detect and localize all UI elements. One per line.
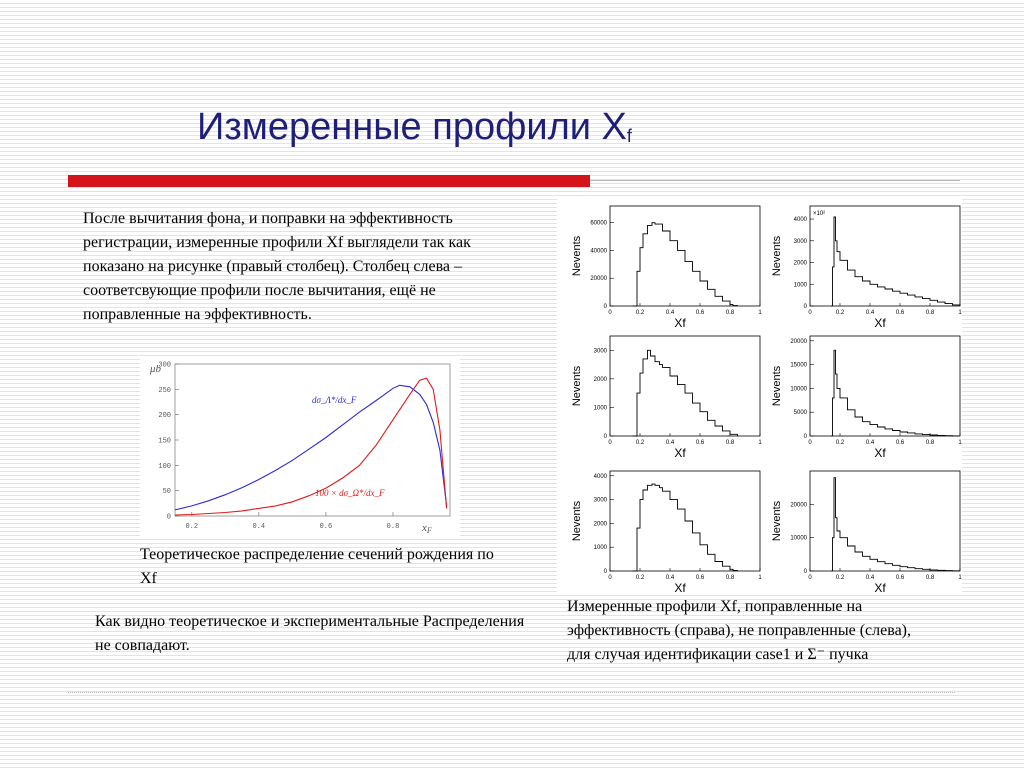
hist-y-tick-label: 20000 <box>590 276 607 283</box>
hist-series-line <box>831 350 960 436</box>
hist-x-tick-label: 0 <box>808 440 812 446</box>
hist-x-tick-label: 0.2 <box>835 575 845 581</box>
hist-x-tick-label: 0.2 <box>635 440 645 446</box>
hist-y-tick-label: 20000 <box>790 338 807 345</box>
hist-bottom-left <box>571 471 762 593</box>
theory-y-tick-label: 50 <box>162 488 171 497</box>
hist-x-tick-label: 0.2 <box>635 575 645 581</box>
hist-x-tick-label: 0.4 <box>665 440 675 446</box>
hist-x-tick-label: 0.6 <box>895 310 905 316</box>
theory-y-tick-label: 100 <box>158 462 171 471</box>
hist-series-line <box>633 484 738 571</box>
hist-y-tick-label: 0 <box>803 434 807 440</box>
theory-chart <box>140 358 460 536</box>
theory-y-tick-label: 150 <box>158 437 171 446</box>
hist-y-tick-label: 3000 <box>593 348 607 355</box>
hist-x-tick-label: 0 <box>808 310 812 316</box>
slide-title <box>197 106 632 149</box>
hist-x-tick-label: 0.4 <box>665 310 675 316</box>
hist-x-axis-label: Xf <box>674 581 686 593</box>
hist-series-line <box>831 478 960 571</box>
hist-x-tick-label: 0 <box>608 440 612 446</box>
theory-y-axis-label: μb <box>150 363 162 375</box>
hist-x-tick-label: 1 <box>758 310 762 316</box>
hist-x-tick-label: 0.2 <box>635 310 645 316</box>
theory-x-tick-label: 0.4 <box>252 523 266 531</box>
theory-y-tick-label: 0 <box>166 513 171 522</box>
footer-divider-line <box>68 692 955 693</box>
hist-x-tick-label: 0 <box>608 575 612 581</box>
hist-series-line <box>831 217 960 306</box>
histograms-panel <box>557 198 962 593</box>
hist-x-tick-label: 1 <box>958 310 962 316</box>
hist-y-tick-label: 10000 <box>790 535 807 542</box>
slide-title-subscript: f <box>626 126 632 146</box>
hist-y-tick-label: 1000 <box>793 282 807 289</box>
theory-series-omega-line <box>175 378 447 515</box>
hist-y-tick-label: 0 <box>603 569 607 575</box>
hist-x-tick-label: 0.2 <box>835 310 845 316</box>
hist-y-tick-label: 0 <box>803 304 807 310</box>
hist-y-tick-label: 4000 <box>593 473 607 480</box>
hist-x-tick-label: 0.6 <box>895 440 905 446</box>
hist-x-tick-label: 1 <box>958 440 962 446</box>
hist-x-tick-label: 1 <box>758 575 762 581</box>
theory-series-lambda-line <box>175 385 447 510</box>
hist-x-tick-label: 0 <box>608 310 612 316</box>
theory-y-tick-label: 300 <box>158 361 171 370</box>
histograms-caption: Измеренные профили Xf, поправленные на эффективность (справа), не поправленные (слева), для случая идентификации case1 и Σ⁻ пучка <box>567 598 911 663</box>
hist-x-axis-label: Xf <box>874 581 886 593</box>
hist-top-left <box>571 206 762 330</box>
theory-y-tick-label: 250 <box>158 386 171 395</box>
hist-mid-right <box>771 336 962 460</box>
hist-y-tick-label: 0 <box>603 434 607 440</box>
hist-y-tick-label: 4000 <box>793 217 807 224</box>
title-accent-bar <box>68 175 590 187</box>
hist-x-tick-label: 0.4 <box>865 310 875 316</box>
theory-x-tick-label: 0.6 <box>319 523 333 531</box>
hist-y-axis-label: Nevents <box>771 365 783 407</box>
theory-chart-panel <box>140 358 460 536</box>
hist-y-axis-label: Nevents <box>571 365 583 407</box>
hist-x-tick-label: 0.4 <box>865 575 875 581</box>
theory-x-tick-label: 0.8 <box>386 523 400 531</box>
hist-y-tick-label: 40000 <box>590 248 607 255</box>
theory-x-tick-label: 0.2 <box>185 523 199 531</box>
hist-bottom-right <box>771 471 962 593</box>
hist-x-axis-label: Xf <box>674 446 686 460</box>
hist-y-tick-label: 20000 <box>790 502 807 509</box>
hist-x-axis-label: Xf <box>874 316 886 330</box>
hist-x-tick-label: 0.4 <box>865 440 875 446</box>
hist-mid-left <box>571 336 762 460</box>
hist-x-tick-label: 0.8 <box>925 310 935 316</box>
theory-legend-omega: 100 × dσ_Ω*/dx_F <box>315 488 385 498</box>
conclusion-text: Как видно теоретическое и экспериментальные Распределения не совпадают. <box>95 613 525 654</box>
hist-x-tick-label: 0.8 <box>725 440 735 446</box>
hist-x-axis-label: Xf <box>874 446 886 460</box>
hist-y-axis-label: Nevents <box>771 500 783 542</box>
hist-y-axis-label: Nevents <box>571 235 583 277</box>
hist-y-multiplier: ×10² <box>813 211 826 217</box>
title-divider-line <box>590 180 960 181</box>
theory-caption: Теоретическое распределение сечений рождения по Xf <box>140 546 494 587</box>
hist-y-tick-label: 1000 <box>593 405 607 412</box>
hist-y-tick-label: 2000 <box>593 521 607 528</box>
hist-x-tick-label: 1 <box>958 575 962 581</box>
hist-x-tick-label: 1 <box>758 440 762 446</box>
hist-y-axis-label: Nevents <box>771 235 783 277</box>
intro-paragraph: После вычитания фона, и поправки на эффективность регистрации, измеренные профили Xf выглядели так как показано на рисунке (правый столбец). Столбец слева – соответсвующие профили после вычитания, ещё не поправленные на эффективность. <box>83 210 471 323</box>
theory-legend-lambda: dσ_Λ*/dx_F <box>312 395 357 405</box>
hist-y-tick-label: 5000 <box>793 410 807 417</box>
slide-title-main: Измеренные профили X <box>197 106 627 148</box>
hist-y-tick-label: 2000 <box>793 260 807 267</box>
hist-series-line <box>633 350 738 436</box>
hist-y-tick-label: 3000 <box>793 238 807 245</box>
hist-x-tick-label: 0.6 <box>695 310 705 316</box>
theory-y-tick-label: 200 <box>158 412 171 421</box>
hist-y-tick-label: 0 <box>603 304 607 310</box>
histograms-grid <box>557 198 962 593</box>
hist-x-tick-label: 0.8 <box>725 310 735 316</box>
hist-y-axis-label: Nevents <box>571 500 583 542</box>
hist-series-line <box>633 223 738 306</box>
hist-y-tick-label: 3000 <box>593 497 607 504</box>
hist-x-tick-label: 0.6 <box>895 575 905 581</box>
hist-x-tick-label: 0.6 <box>695 440 705 446</box>
hist-x-tick-label: 0.8 <box>725 575 735 581</box>
theory-x-axis-label: xF <box>422 522 432 535</box>
hist-x-tick-label: 0.8 <box>925 440 935 446</box>
hist-x-tick-label: 0 <box>808 575 812 581</box>
hist-y-tick-label: 2000 <box>593 376 607 383</box>
hist-y-tick-label: 10000 <box>790 386 807 393</box>
hist-y-tick-label: 0 <box>803 569 807 575</box>
hist-top-right <box>771 206 962 330</box>
hist-x-tick-label: 0.2 <box>835 440 845 446</box>
hist-y-tick-label: 1000 <box>593 545 607 552</box>
hist-x-tick-label: 0.4 <box>665 575 675 581</box>
hist-y-tick-label: 15000 <box>790 362 807 369</box>
hist-x-tick-label: 0.8 <box>925 575 935 581</box>
hist-x-tick-label: 0.6 <box>695 575 705 581</box>
hist-x-axis-label: Xf <box>674 316 686 330</box>
hist-y-tick-label: 60000 <box>590 220 607 227</box>
